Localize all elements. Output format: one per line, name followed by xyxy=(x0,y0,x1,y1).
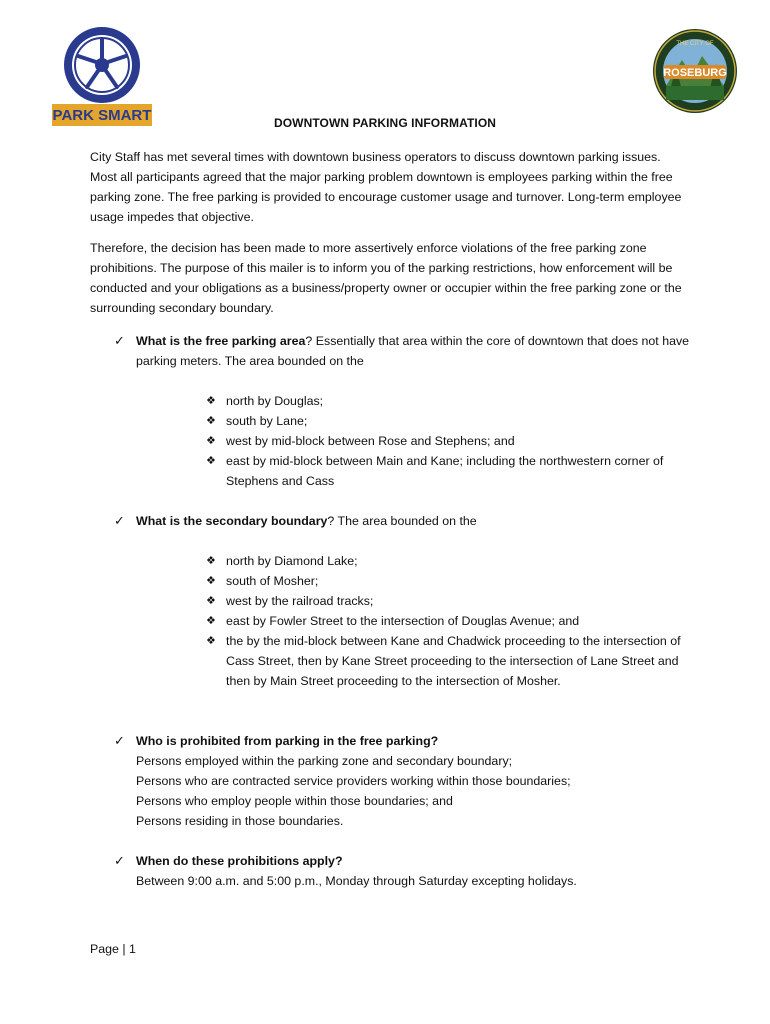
diamond-bullet-icon: ❖ xyxy=(206,595,216,607)
check-icon: ✓ xyxy=(114,333,125,348)
diamond-bullet-icon: ❖ xyxy=(206,435,216,447)
list-item: ❖ north by Diamond Lake; xyxy=(206,551,686,571)
check-icon: ✓ xyxy=(114,733,125,748)
wheel-icon xyxy=(52,20,152,130)
seal-main-text: ROSEBURG xyxy=(663,67,727,79)
section-line: Between 9:00 a.m. and 5:00 p.m., Monday through Saturday excepting holidays. xyxy=(136,874,577,888)
park-smart-text: PARK SMART xyxy=(52,107,152,124)
diamond-bullet-icon: ❖ xyxy=(206,455,216,467)
list-item: ❖ south of Mosher; xyxy=(206,571,686,591)
list-item: ❖ north by Douglas; xyxy=(206,391,686,411)
check-icon: ✓ xyxy=(114,513,125,528)
section-question: What is the secondary boundary xyxy=(136,514,328,528)
list-item: ❖ west by mid-block between Rose and Stephens; and xyxy=(206,431,686,451)
diamond-bullet-icon: ❖ xyxy=(206,575,216,587)
section-free-parking-area xyxy=(136,331,696,371)
decision-paragraph: Therefore, the decision has been made to more assertively enforce violations of the free parking zone prohibitions. The purpose of this mailer is to inform you of the parking restrictions, how enforcement will be conducted and your obligations as a business/property owner or occupier within the free parking zone or the surrounding secondary boundary. xyxy=(90,241,682,315)
free-area-bullet-list xyxy=(206,391,686,491)
list-item: ❖ south by Lane; xyxy=(206,411,686,431)
section-answer: ? The area bounded on the xyxy=(327,514,477,528)
secondary-boundary-bullet-list xyxy=(206,551,686,691)
section-line: Persons employed within the parking zone and secondary boundary; xyxy=(136,754,513,768)
section-question: What is the free parking area xyxy=(136,334,306,348)
list-item: ❖ east by mid-block between Main and Kane; including the northwestern corner of Stephens and Cass xyxy=(206,451,686,491)
section-line: Persons residing in those boundaries. xyxy=(136,814,344,828)
section-question: Who is prohibited from parking in the free parking? xyxy=(136,734,439,748)
section-who-prohibited xyxy=(136,731,696,831)
list-item: ❖ west by the railroad tracks; xyxy=(206,591,686,611)
diamond-bullet-icon: ❖ xyxy=(206,615,216,627)
document-title: DOWNTOWN PARKING INFORMATION xyxy=(273,116,497,130)
section-question: When do these prohibitions apply? xyxy=(136,854,343,868)
section-when-apply xyxy=(136,851,696,891)
diamond-bullet-icon: ❖ xyxy=(206,415,216,427)
section-line: Persons who are contracted service providers working within those boundaries; xyxy=(136,774,571,788)
list-item: ❖ the by the mid-block between Kane and Chadwick proceeding to the intersection of Cass Street, then by Kane Street proceeding to the intersection of Lane Street and then by Main Street proceeding to the intersection of Mosher. xyxy=(206,631,686,691)
section-answer: ? Essentially that area within the core of downtown that does not have parking meters. The area bounded on the xyxy=(136,334,690,368)
section-secondary-boundary xyxy=(136,511,696,531)
intro-paragraph: City Staff has met several times with downtown business operators to discuss downtown parking issues. Most all participants agreed that the major parking problem downtown is employees parking within the free parking zone. The free parking is provided to encourage customer usage and turnover. Long-term employee usage impedes that objective. xyxy=(90,150,682,224)
park-smart-logo xyxy=(52,20,152,130)
diamond-bullet-icon: ❖ xyxy=(206,555,216,567)
page-number-footer: Page | 1 xyxy=(90,942,136,956)
check-icon: ✓ xyxy=(114,853,125,868)
diamond-bullet-icon: ❖ xyxy=(206,635,216,647)
city-seal-icon xyxy=(652,28,738,114)
diamond-bullet-icon: ❖ xyxy=(206,395,216,407)
list-item: ❖ east by Fowler Street to the intersection of Douglas Avenue; and xyxy=(206,611,686,631)
section-line: Persons who employ people within those boundaries; and xyxy=(136,794,453,808)
roseburg-seal-logo xyxy=(652,28,738,114)
seal-top-text: THE CITY OF xyxy=(676,41,714,47)
